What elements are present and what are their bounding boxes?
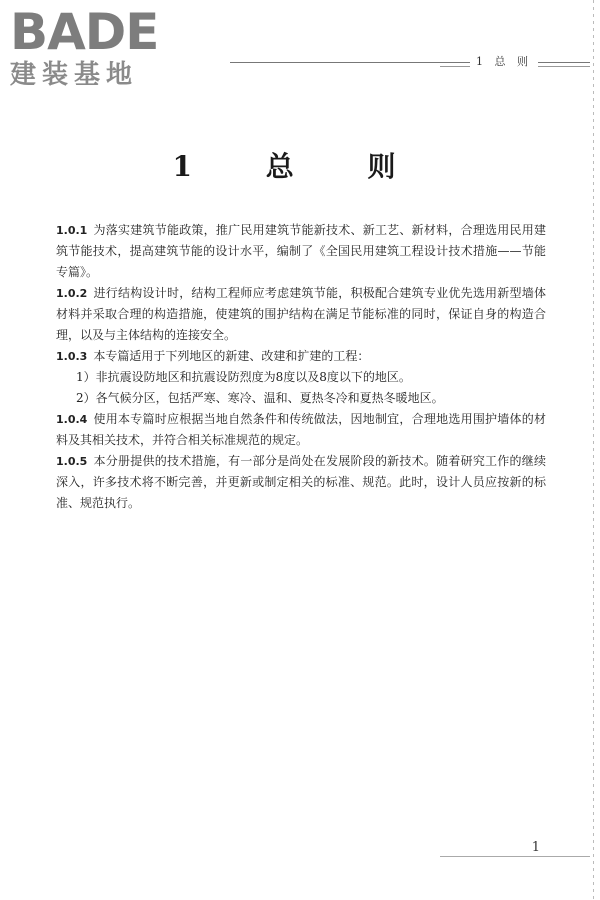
clause-number: 1.0.1 — [56, 224, 88, 237]
page-number: 1 — [531, 840, 540, 855]
list-item: 1）非抗震设防地区和抗震设防烈度为8度以及8度以下的地区。 — [76, 370, 411, 384]
clause-text: 本分册提供的技术措施，有一部分是尚处在发展阶段的新技术。随着研究工作的继续深入，许多技术将不断完善，并更新或制定相关的标准、规范。此时，设计人员应按新的标准、规范执行。 — [56, 454, 546, 510]
clause-1-0-3 — [56, 346, 546, 367]
bade-logo — [10, 3, 175, 90]
footer-rule — [440, 856, 590, 857]
chapter-body — [56, 220, 546, 514]
page-edge-marks — [593, 0, 594, 900]
list-item: 2）各气候分区，包括严寒、寒冷、温和、夏热冬冷和夏热冬暖地区。 — [76, 391, 444, 405]
clause-number: 1.0.2 — [56, 287, 88, 300]
clause-1-0-1 — [56, 220, 546, 283]
logo-subtitle: 建装基地 — [10, 60, 139, 90]
clause-1-0-5 — [56, 451, 546, 514]
clause-text: 进行结构设计时，结构工程师应考虑建筑节能，积极配合建筑专业优先选用新型墙体材料并采取合理的构造措施，使建筑的围护结构在满足节能标准的同时，保证自身的构造合理，以及与主体结构的连接安全。 — [56, 286, 546, 342]
clause-text: 使用本专篇时应根据当地自然条件和传统做法，因地制宜，合理地选用围护墙体的材料及其相关技术，并符合相关标准规范的规定。 — [56, 412, 546, 447]
clause-1-0-4 — [56, 409, 546, 451]
clause-text: 本专篇适用于下列地区的新建、改建和扩建的工程： — [93, 349, 370, 363]
clause-text: 为落实建筑节能政策，推广民用建筑节能新技术、新工艺、新材料，合理选用民用建筑节能技术，提高建筑节能的设计水平，编制了《全国民用建筑工程设计技术措施——节能专篇》。 — [56, 223, 546, 279]
clause-number: 1.0.5 — [56, 455, 88, 468]
clause-number: 1.0.3 — [56, 350, 88, 363]
running-header: 1 总 则 — [470, 53, 538, 69]
clause-number: 1.0.4 — [56, 413, 88, 426]
clause-1-0-2 — [56, 283, 546, 346]
logo-wordmark: BADE — [10, 3, 159, 61]
chapter-title: 1 总 则 — [172, 150, 428, 183]
